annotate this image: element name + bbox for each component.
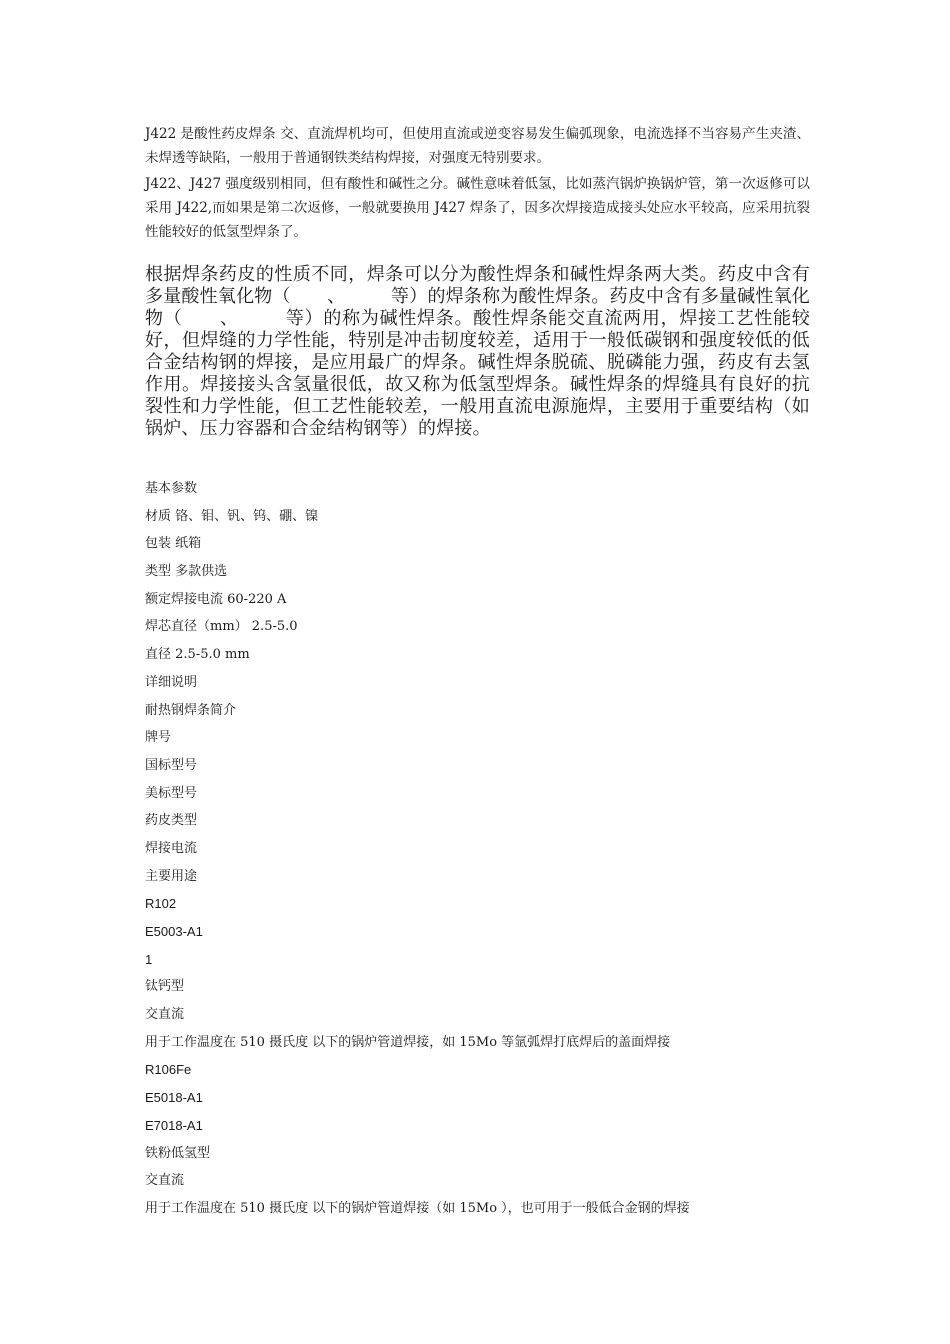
- spec-line: 钛钙型: [145, 979, 185, 995]
- spec-line: 直径 2.5-5.0 mm: [145, 647, 250, 663]
- spec-line: 国标型号: [145, 757, 198, 773]
- spec-line: E7018-A1: [145, 1117, 203, 1133]
- spec-line: 焊接电流: [145, 840, 198, 856]
- spec-line: 包装 纸箱: [145, 536, 202, 552]
- spec-list: [145, 475, 810, 1223]
- spec-line: 额定焊接电流 60-220 A: [145, 591, 287, 607]
- spec-line: 材质 铬、钼、钒、钨、硼、镍: [145, 508, 319, 524]
- spec-line: E5018-A1: [145, 1090, 203, 1106]
- spec-line: E5003-A1: [145, 924, 203, 939]
- spec-line: 美标型号: [145, 785, 198, 801]
- spec-line: 铁粉低氢型: [145, 1145, 211, 1161]
- spec-line: R106Fe: [145, 1062, 192, 1078]
- spec-line: 用于工作温度在 510 摄氏度 以下的锅炉管道焊接（如 15Mo ），也可用于一般低合金钢的焊接: [145, 1200, 690, 1216]
- spec-line: 药皮类型: [145, 813, 198, 829]
- intro-section: [145, 122, 810, 246]
- electrode-classification-paragraph: 根据焊条药皮的性质不同，焊条可以分为酸性焊条和碱性焊条两大类。药皮中含有多量酸性氧化物（ 、 等）的焊条称为酸性焊条。药皮中含有多量碱性氧化物（ 、 等）的称为碱性焊条。酸性焊条能交直流两用，焊接工艺性能较好，但焊缝的力学性能，特别是冲击韧度较差，适用于一般低碳钢和强度较低的低合金结构钢的焊接，是应用最广的焊条。碱性焊条脱硫、脱磷能力强，药皮有去氢作用。焊接接头含氢量很低，故又称为低氢型焊条。碱性焊条的焊缝具有良好的抗裂性和力学性能，但工艺性能较差，一般用直流电源施焊，主要用于重要结构（如锅炉、压力容器和合金结构钢等）的焊接。: [145, 264, 810, 439]
- spec-line: 交直流: [145, 1007, 185, 1023]
- spec-line: 焊芯直径（mm） 2.5-5.0: [145, 619, 298, 635]
- spec-line: 用于工作温度在 510 摄氏度 以下的锅炉管道焊接，如 15Mo 等氩弧焊打底焊后的盖面焊接: [145, 1034, 671, 1050]
- spec-line: 基本参数: [145, 481, 198, 496]
- intro-paragraph-j427: J422、J427 强度级别相同，但有酸性和碱性之分。碱性意味着低氢，比如蒸汽锅炉换锅炉管，第一次返修可以采用 J422,而如果是第二次返修，一般就要换用 J427 焊条了，因多次焊接造成接头处应水平较高，应采用抗裂性能较好的低氢型焊条了。: [145, 176, 810, 240]
- spec-line: 交直流: [145, 1173, 185, 1189]
- spec-line: 1: [145, 951, 153, 967]
- spec-line: R102: [145, 896, 177, 912]
- spec-line: 类型 多款供选: [145, 564, 228, 580]
- spec-line: 耐热钢焊条简介: [145, 702, 237, 718]
- intro-paragraph-j422: J422 是酸性药皮焊条 交、直流焊机均可，但使用直流或逆变容易发生偏弧现象，电流选择不当容易产生夹渣、未焊透等缺陷，一般用于普通钢铁类结构焊接，对强度无特别要求。: [145, 126, 810, 166]
- spec-line: 牌号: [145, 730, 172, 746]
- spec-line: 主要用途: [145, 868, 198, 884]
- spec-line: 详细说明: [145, 674, 198, 690]
